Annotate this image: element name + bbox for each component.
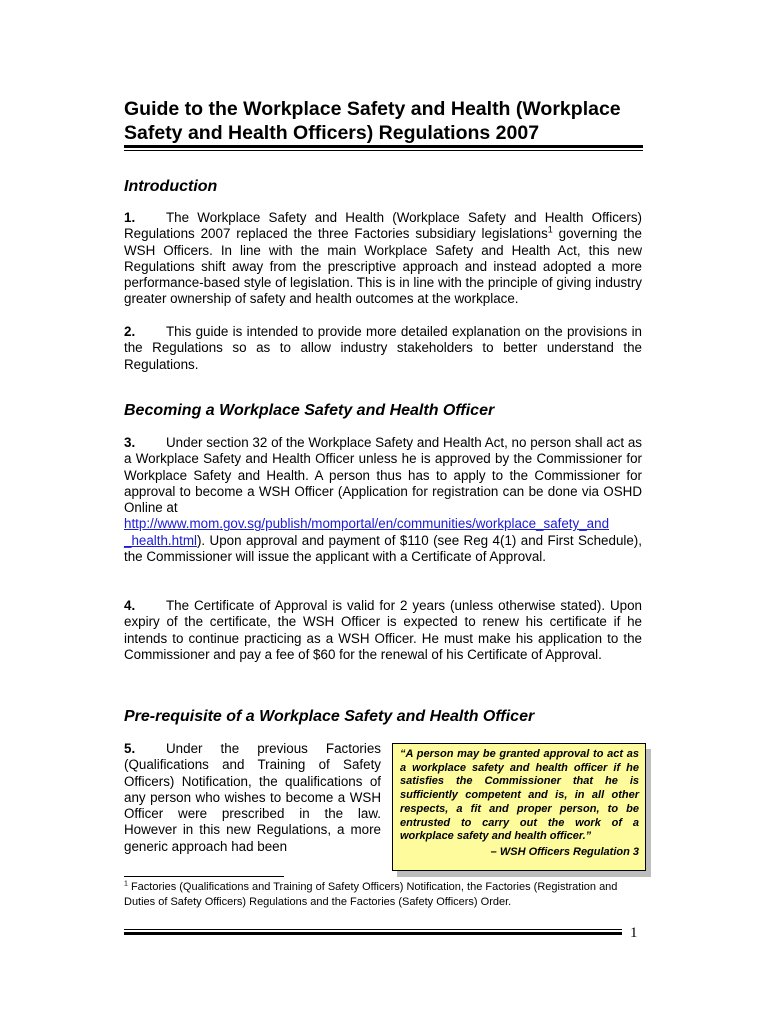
paragraph-number: 3. xyxy=(124,435,136,450)
footnote-1: $^1$ Factories (Qualifications and Training of Safety Officers) Notification, the Factories (Registration and Duties of Safety Officers) Regulations and the Factories (Safety Officers) Order. xyxy=(124,880,618,908)
footer-divider-thick xyxy=(124,932,622,935)
paragraph-number: 1. xyxy=(124,210,136,225)
section-heading-becoming-officer: Becoming a Workplace Safety and Health Officer xyxy=(124,402,495,419)
document-title: Guide to the Workplace Safety and Health (Workplace Safety and Health Officers) Regulations 2007 xyxy=(124,98,621,144)
footnote-separator xyxy=(124,876,284,877)
quote-text: “A person may be granted approval to act as a workplace safety and health officer if he satisfies the Commissioner that he is sufficiently competent and is, in all other respects, a fit and proper person, to be entrusted to carry out the work of a workplace safety and health officer.” xyxy=(400,748,639,843)
paragraph-number: 5. xyxy=(124,741,136,756)
title-divider-thin xyxy=(124,150,643,151)
section-heading-prerequisite: Pre-requisite of a Workplace Safety and Health Officer xyxy=(124,708,535,725)
paragraph-4: 4. The Certificate of Approval is valid for 2 years (unless otherwise stated). Upon expiry of the certificate, the WSH Officer is expected to renew his certificate if he intends to continue practicing as a WSH Officer. He must make his application to the Commissioner and pay a fee of $60 for the renewal of his Certificate of Approval. xyxy=(124,598,642,662)
paragraph-5: 5. Under the previous Factories (Qualifications and Training of Safety Officers) Notification, the qualifications of any person who wishes to become a WSH Officer were prescribed in the law. However in this new Regulations, a more generic approach had been xyxy=(124,741,381,854)
paragraph-number: 4. xyxy=(124,598,136,613)
paragraph-2: 2. This guide is intended to provide more detailed explanation on the provisions in the Regulations so as to allow industry stakeholders to better understand the Regulations. xyxy=(124,324,642,372)
regulation-quote-box xyxy=(392,743,646,871)
footnote-marker: 1 xyxy=(124,880,128,888)
paragraph-3: 3. Under section 32 of the Workplace Safety and Health Act, no person shall act as a Workplace Safety and Health Officer unless he is approved by the Commissioner for Workplace Safety and Health. A person thus has to apply to the Commissioner for approval to become a WSH Officer (Application for registration can be done via OSHD Online at http://www.mom.gov.sg/publish/momportal/en/communities/workplace_safety_and _health.html). Upon approval and payment of $110 (see Reg 4(1) and First Schedule), the Commissioner will issue the applicant with a Certificate of Approval. xyxy=(124,435,642,565)
oshd-online-link[interactable]: http://www.mom.gov.sg/publish/momportal/en/communities/workplace_safety_and _health.html xyxy=(124,516,610,548)
section-heading-introduction: Introduction xyxy=(124,178,218,195)
paragraph-1: 1. The Workplace Safety and Health (Workplace Safety and Health Officers) Regulations 2007 replaced the three Factories subsidiary legislations$^1$ governing the WSH Officers. In line with the main Workplace Safety and Health Act, this new Regulations shift away from the prescriptive approach and instead adopted a more performance-based style of legislation. This is in line with the principle of giving industry greater ownership of safety and health outcomes at the workplace. xyxy=(124,210,642,307)
footnote-reference[interactable]: 1 xyxy=(547,224,553,235)
title-divider-thick xyxy=(124,145,643,148)
quote-citation: – WSH Officers Regulation 3 xyxy=(490,845,639,858)
paragraph-number: 2. xyxy=(124,324,136,339)
page-number: 1 xyxy=(630,925,638,941)
footer-divider-thin xyxy=(124,929,622,930)
